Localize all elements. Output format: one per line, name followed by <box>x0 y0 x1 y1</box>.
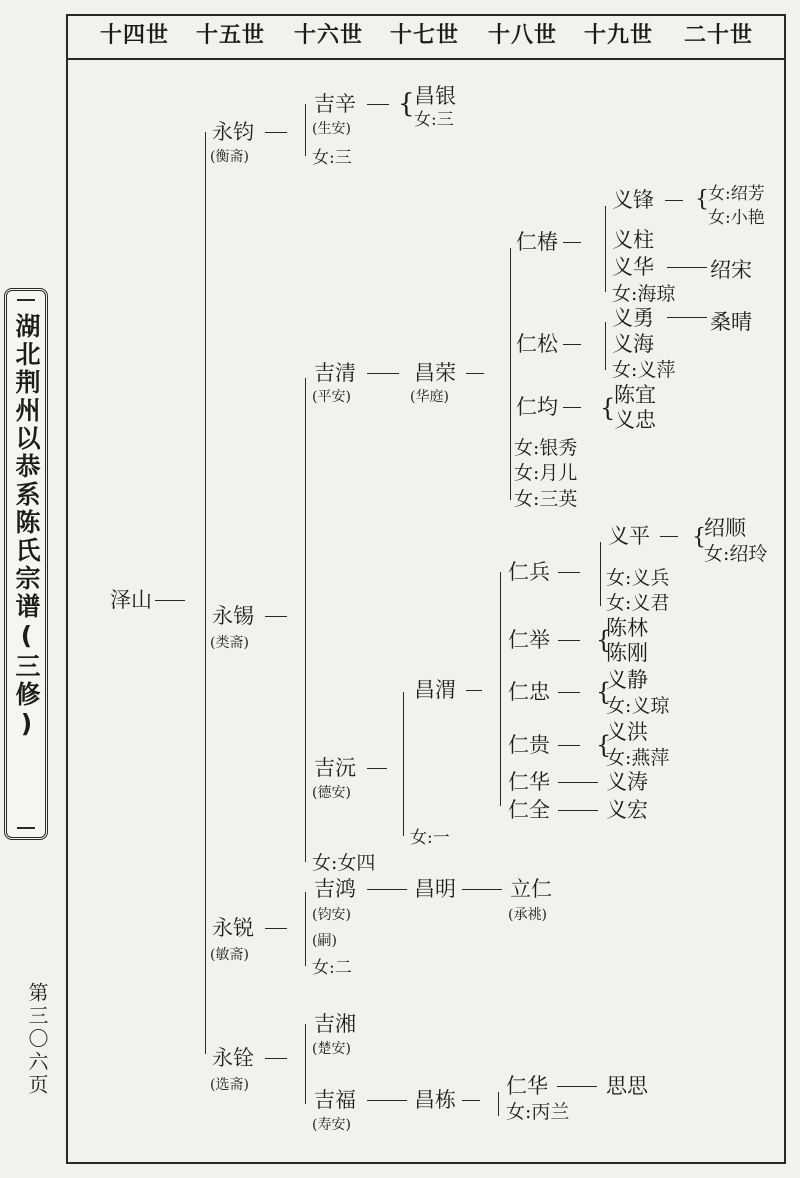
daughters: 女:三 <box>312 148 352 168</box>
courtesy-name: (楚安) <box>312 1041 351 1057</box>
person-rensong: 仁松 <box>516 332 558 356</box>
brace: { <box>398 89 415 119</box>
person-yongquan: 永铨 <box>212 1046 254 1070</box>
person-yifeng: 义锋 <box>612 188 654 212</box>
brace: { <box>596 626 612 654</box>
courtesy-name: (衡斋) <box>210 149 249 165</box>
title-ornament-bottom <box>17 827 35 829</box>
brace: { <box>600 394 616 422</box>
person-yijing: 义静 <box>606 668 648 692</box>
courtesy-name: (钧安) <box>312 907 351 923</box>
brace: { <box>596 678 612 706</box>
daughters: 女:月儿 <box>514 462 578 484</box>
person-yizhu: 义柱 <box>612 228 654 252</box>
person-yongjun: 永钧 <box>212 120 254 144</box>
courtesy-name: (生安) <box>312 121 351 137</box>
adoption-note: (嗣) <box>312 933 337 949</box>
daughters: 女:丙兰 <box>506 1101 570 1123</box>
person-shaoshun: 绍顺 <box>704 516 746 540</box>
book-title-panel <box>4 288 48 840</box>
courtesy-name: (平安) <box>312 389 351 405</box>
daughters: 女:燕萍 <box>606 747 670 769</box>
daughters: 女:海琼 <box>612 283 676 305</box>
person-jifu: 吉福 <box>314 1088 356 1112</box>
person-jiqing: 吉清 <box>314 361 356 385</box>
person-yongxi: 永锡 <box>212 604 254 628</box>
person-rengui: 仁贵 <box>508 733 550 757</box>
person-renjun: 仁均 <box>516 395 558 419</box>
page-number: 第三〇六页 <box>25 982 49 1097</box>
person-liren: 立仁 <box>510 877 552 901</box>
person-changming: 昌明 <box>414 877 456 901</box>
person-changdong: 昌栋 <box>414 1088 456 1112</box>
person-yihua: 义华 <box>612 255 654 279</box>
courtesy-name: (德安) <box>312 785 351 801</box>
courtesy-name: (类斋) <box>210 635 249 651</box>
courtesy-name: (寿安) <box>312 1117 351 1133</box>
person-renzhong: 仁忠 <box>508 680 550 704</box>
person-renju: 仁举 <box>508 628 550 652</box>
daughters: 女:一 <box>410 828 450 848</box>
daughters: 女:义萍 <box>612 359 676 381</box>
person-yihong: 义洪 <box>606 720 648 744</box>
daughters: 女:义兵 <box>606 567 670 589</box>
person-changrong: 昌荣 <box>414 361 456 385</box>
person-yihai: 义海 <box>612 332 654 356</box>
person-zeshan: 泽山 <box>110 588 152 612</box>
generation-14-label: 十四世 <box>100 22 170 48</box>
daughters: 女:三英 <box>514 488 578 510</box>
generation-20-label: 二十世 <box>684 22 754 48</box>
book-title: 湖北荆州以恭系陈氏宗谱(三修) <box>12 313 41 741</box>
brace: { <box>695 187 709 212</box>
person-sisi: 思思 <box>606 1074 648 1098</box>
person-changwei: 昌渭 <box>414 678 456 702</box>
header-divider <box>66 58 786 60</box>
courtesy-name: (选斋) <box>210 1077 249 1093</box>
daughters: 女:三 <box>414 110 454 130</box>
person-renchun: 仁椿 <box>516 230 558 254</box>
person-renhua: 仁华 <box>508 770 550 794</box>
person-sangqing: 桑晴 <box>710 310 752 334</box>
person-shaosong: 绍宋 <box>710 258 752 282</box>
daughters: 女:二 <box>312 958 352 978</box>
person-chengang: 陈刚 <box>606 641 648 665</box>
courtesy-name: (敏斋) <box>210 947 249 963</box>
daughters: 女:绍玲 <box>704 543 768 565</box>
brace: { <box>596 731 612 759</box>
succession-note: (承祧) <box>508 907 547 923</box>
person-yizhong: 义忠 <box>614 408 656 432</box>
title-ornament-top <box>17 299 35 301</box>
person-jiyuan: 吉沅 <box>314 756 356 780</box>
daughters: 女:银秀 <box>514 437 578 459</box>
person-renbing: 仁兵 <box>508 560 550 584</box>
person-yitao: 义涛 <box>606 770 648 794</box>
person-jixin: 吉辛 <box>314 92 356 116</box>
person-chenyi: 陈宜 <box>614 383 656 407</box>
person-chenlin: 陈林 <box>606 616 648 640</box>
generation-16-label: 十六世 <box>294 22 364 48</box>
daughters: 女:小艳 <box>708 208 765 228</box>
person-jixiang: 吉湘 <box>314 1012 356 1036</box>
daughters: 女:女四 <box>312 852 376 874</box>
chart-frame <box>66 14 786 1164</box>
courtesy-name: (华庭) <box>410 389 449 405</box>
generation-18-label: 十八世 <box>488 22 558 48</box>
brace: { <box>692 525 706 550</box>
person-changyin: 昌银 <box>414 84 456 108</box>
person-renquan: 仁全 <box>508 798 550 822</box>
person-jihong: 吉鸿 <box>314 877 356 901</box>
person-yihong2: 义宏 <box>606 798 648 822</box>
person-yiyong: 义勇 <box>612 306 654 330</box>
generation-15-label: 十五世 <box>196 22 266 48</box>
person-renhua-b: 仁华 <box>506 1074 548 1098</box>
generation-17-label: 十七世 <box>390 22 460 48</box>
person-yongrui: 永锐 <box>212 916 254 940</box>
daughters: 女:义琼 <box>606 695 670 717</box>
daughters: 女:义君 <box>606 592 670 614</box>
person-yiping: 义平 <box>608 524 650 548</box>
daughters: 女:绍芳 <box>708 184 765 204</box>
generation-19-label: 十九世 <box>584 22 654 48</box>
